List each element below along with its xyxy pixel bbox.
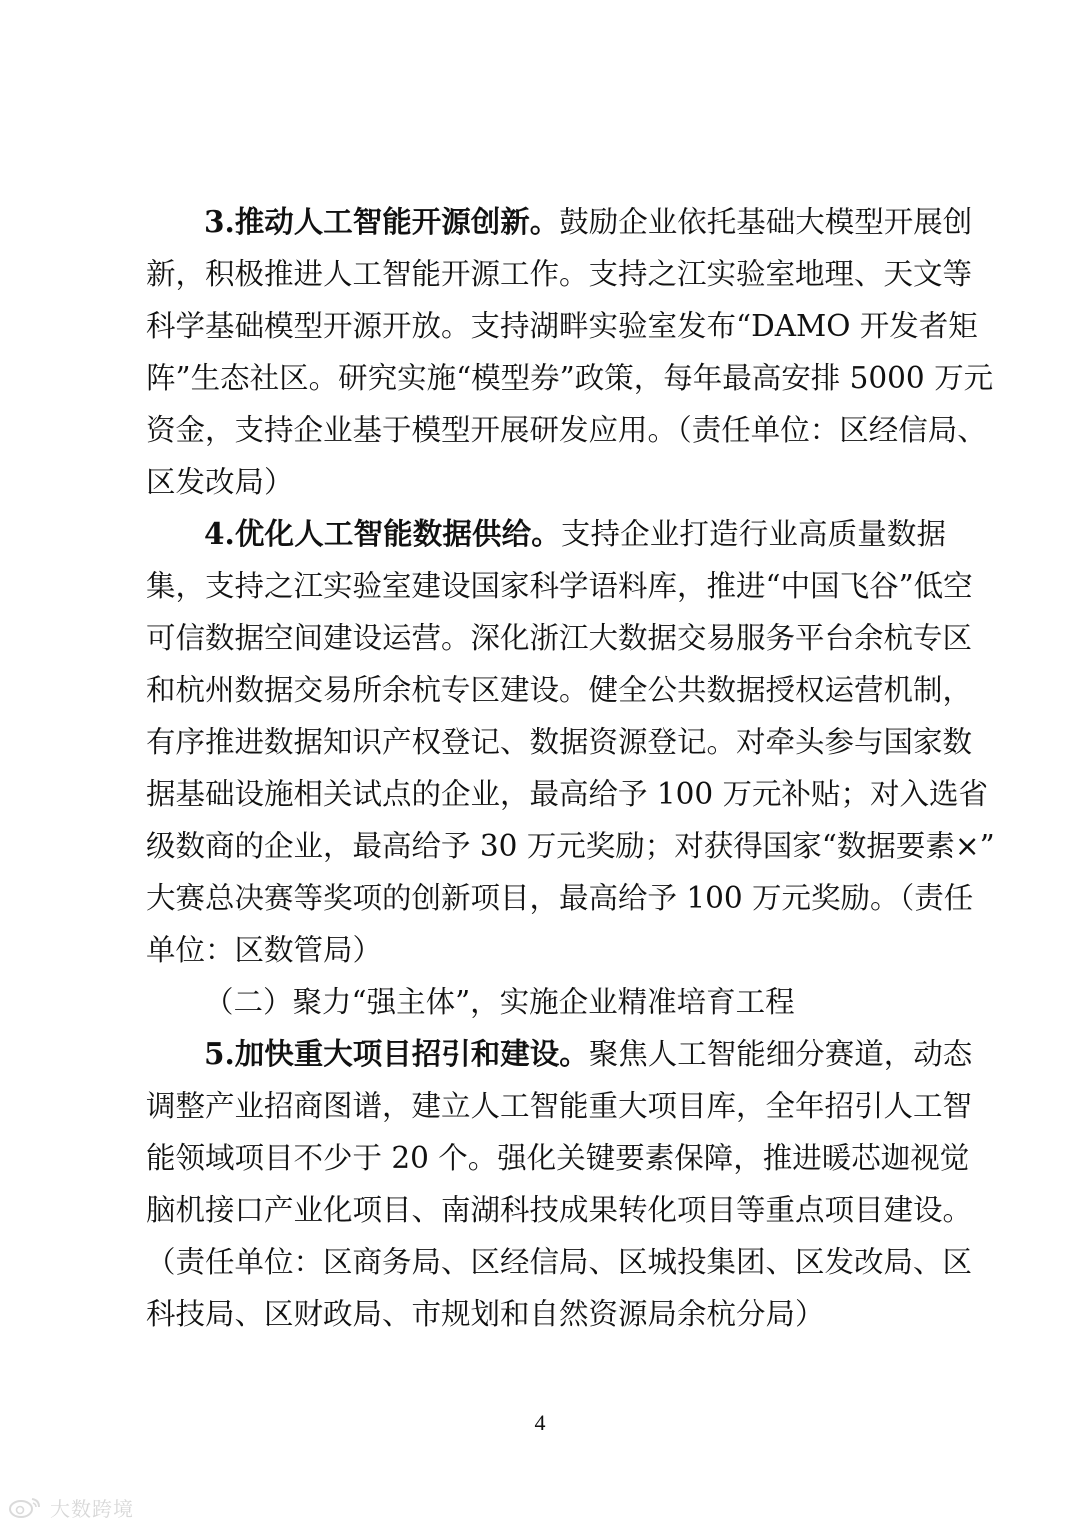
weibo-logo-icon: [8, 1495, 44, 1519]
item4-line-3: 可信数据空间建设运营。深化浙江大数据交易服务平台余杭专区: [146, 621, 973, 655]
item4-line-7: 级数商的企业，最高给予 30 万元奖励；对获得国家“数据要素×”: [146, 829, 995, 863]
section-heading: （二）聚力“强主体”，实施企业精准培育工程: [204, 985, 795, 1019]
item4-line-8: 大赛总决赛等奖项的创新项目，最高给予 100 万元奖励。（责任: [146, 881, 974, 915]
watermark-text: 大数跨境: [50, 1496, 134, 1521]
item3-line-6: 区发改局）: [146, 465, 294, 499]
item4-line-1: [204, 508, 946, 560]
item4-line-9: 单位：区数管局）: [146, 933, 383, 967]
item5-line-1: [204, 1028, 973, 1080]
item3-heading: 3.推动人工智能开源创新。: [204, 204, 560, 239]
item5-line-4: 脑机接口产业化项目、南湖科技成果转化项目等重点项目建设。: [146, 1193, 973, 1227]
item4-heading: 4.优化人工智能数据供给。: [204, 516, 561, 551]
item4-line-2: 集，支持之江实验室建设国家科学语料库，推进“中国飞谷”低空: [146, 569, 973, 603]
watermark: [8, 1493, 134, 1521]
item4-line-4: 和杭州数据交易所余杭专区建设。健全公共数据授权运营机制，: [146, 673, 973, 707]
item5-line-2: 调整产业招商图谱，建立人工智能重大项目库，全年招引人工智: [146, 1089, 973, 1123]
item5-text: 聚焦人工智能细分赛道，动态: [588, 1037, 973, 1071]
item4-text: 支持企业打造行业高质量数据: [560, 517, 946, 551]
item3-line-2: 新，积极推进人工智能开源工作。支持之江实验室地理、天文等: [146, 257, 973, 291]
item4-line-5: 有序推进数据知识产权登记、数据资源登记。对牵头参与国家数: [146, 725, 973, 759]
item3-line-4: 阵”生态社区。研究实施“模型券”政策，每年最高安排 5000 万元: [146, 361, 994, 395]
item3-text: 鼓励企业依托基础大模型开展创: [559, 205, 973, 239]
item5-heading: 5.加快重大项目招引和建设。: [204, 1036, 589, 1071]
item3-line-5: 资金，支持企业基于模型开展研发应用。（责任单位：区经信局、: [146, 413, 987, 447]
item5-line-5: （责任单位：区商务局、区经信局、区城投集团、区发改局、区: [146, 1245, 973, 1279]
page-number: 4: [534, 1410, 546, 1435]
item3-line-3: 科学基础模型开源开放。支持湖畔实验室发布“DAMO 开发者矩: [146, 309, 978, 343]
item3-line-1: [204, 196, 973, 248]
item4-line-6: 据基础设施相关试点的企业，最高给予 100 万元补贴；对入选省: [146, 777, 989, 811]
item5-line-3: 能领域项目不少于 20 个。强化关键要素保障，推进暖芯迦视觉: [146, 1141, 970, 1175]
item5-line-6: 科技局、区财政局、市规划和自然资源局余杭分局）: [146, 1297, 825, 1331]
